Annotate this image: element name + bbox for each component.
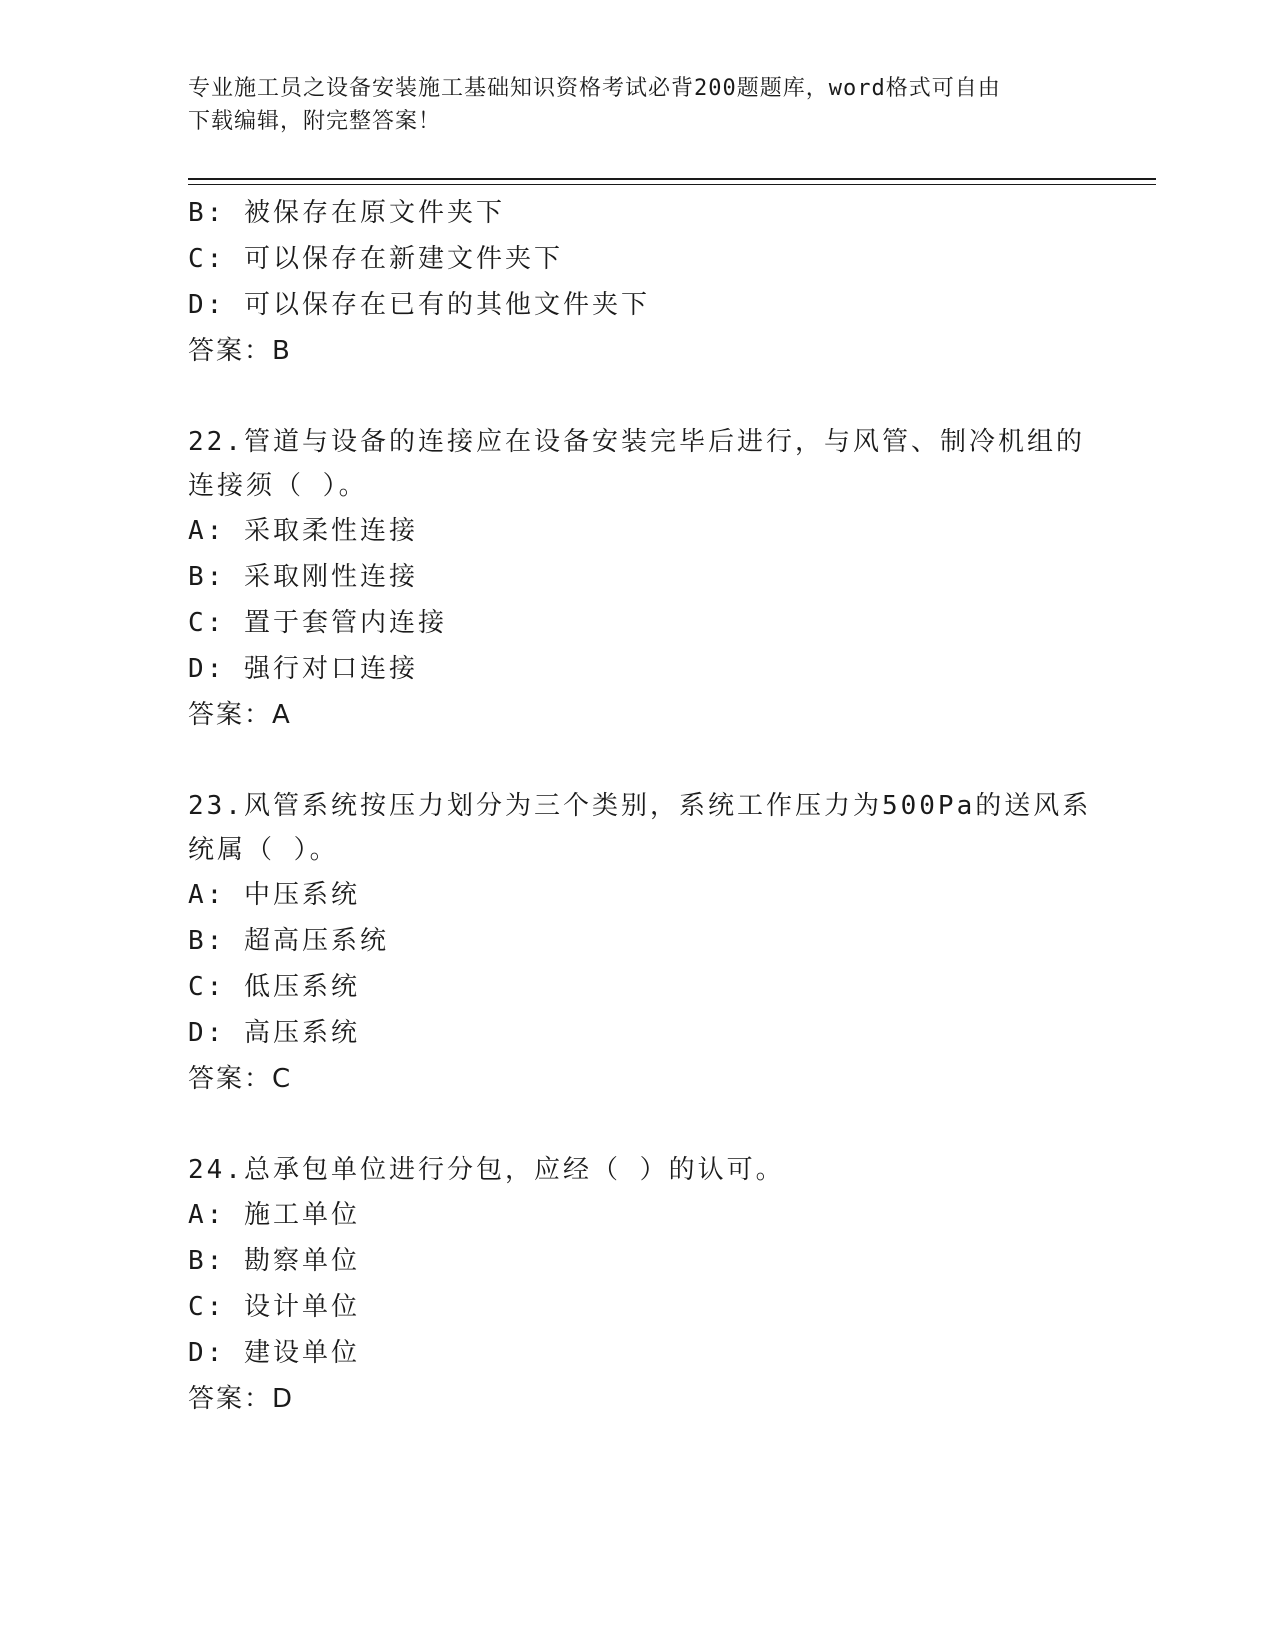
- question-block-22: [188, 420, 1088, 738]
- option-a: A: 中压系统: [188, 880, 360, 910]
- answer-line: 答案：B: [188, 336, 292, 366]
- header-rule-thick: [188, 178, 1156, 180]
- header-line-1: 专业施工员之设备安装施工基础知识资格考试必背200题题库，word格式可自由: [188, 76, 1001, 101]
- document-header: [188, 72, 1088, 138]
- question-stem: 统属（ ）。: [188, 835, 339, 865]
- question-block-prev: [188, 190, 1088, 374]
- option-c: C: 可以保存在新建文件夹下: [188, 244, 563, 274]
- option-c: C: 低压系统: [188, 972, 360, 1002]
- spacer: [188, 1102, 1088, 1148]
- option-c: C: 置于套管内连接: [188, 608, 447, 638]
- option-d: D: 强行对口连接: [188, 654, 418, 684]
- option-b: B: 勘察单位: [188, 1246, 360, 1276]
- question-block-24: [188, 1148, 1088, 1422]
- header-rule-thin: [188, 184, 1156, 185]
- option-c: C: 设计单位: [188, 1292, 360, 1322]
- option-d: D: 可以保存在已有的其他文件夹下: [188, 290, 650, 320]
- answer-line: 答案：D: [188, 1384, 295, 1414]
- spacer: [188, 738, 1088, 784]
- question-stem: 22.管道与设备的连接应在设备安装完毕后进行，与风管、制冷机组的: [188, 427, 1085, 457]
- option-b: B: 超高压系统: [188, 926, 389, 956]
- option-d: D: 高压系统: [188, 1018, 360, 1048]
- question-list: [188, 190, 1092, 1422]
- option-a: A: 施工单位: [188, 1200, 360, 1230]
- spacer: [188, 374, 1088, 420]
- question-stem: 连接须（ ）。: [188, 471, 368, 501]
- answer-line: 答案：C: [188, 1064, 293, 1094]
- option-d: D: 建设单位: [188, 1338, 360, 1368]
- header-line-2: 下载编辑，附完整答案！: [188, 109, 442, 134]
- option-b: B: 被保存在原文件夹下: [188, 198, 505, 228]
- question-stem: 24.总承包单位进行分包，应经（ ）的认可。: [188, 1155, 785, 1185]
- answer-line: 答案：A: [188, 700, 292, 730]
- question-stem: 23.风管系统按压力划分为三个类别，系统工作压力为500Pa的送风系: [188, 791, 1092, 821]
- option-b: B: 采取刚性连接: [188, 562, 418, 592]
- option-a: A: 采取柔性连接: [188, 516, 418, 546]
- question-block-23: [188, 784, 1092, 1102]
